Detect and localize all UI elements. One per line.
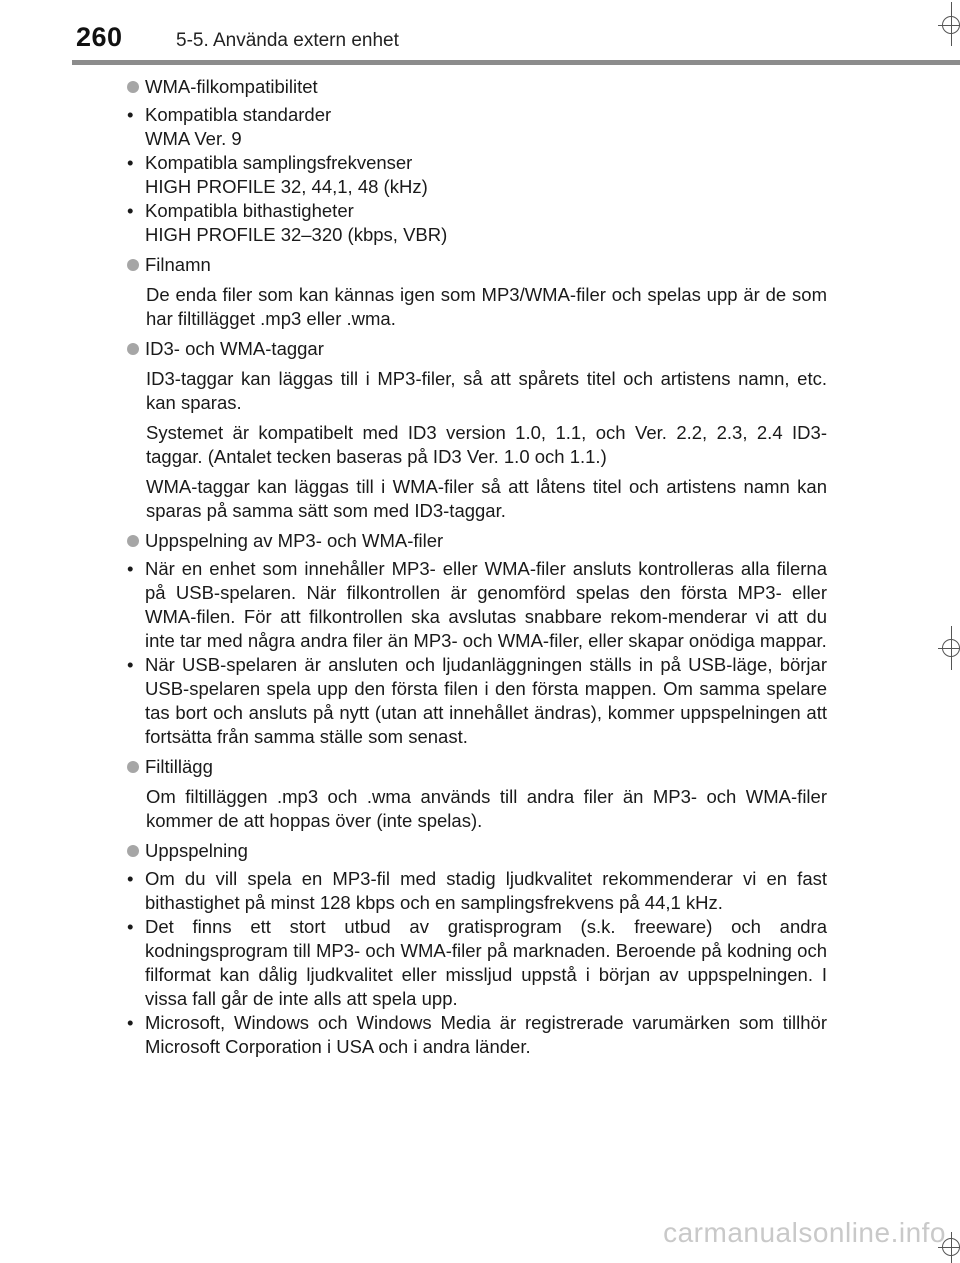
item-text: Det finns ett stort utbud av gratisprogram (s.k. freeware) och andra kodningsprogram till MP3- och WMA-filer på marknaden. Beroende på kodning och filformat kan dålig ljudkvalitet eller missljud uppstå i början av uppspelningen. I vissa fall går de inte alls att spela upp. <box>145 916 827 1009</box>
watermark: carmanualsonline.info <box>663 1217 946 1248</box>
uppspelning-mp3-list <box>127 557 827 749</box>
section-uppspelning-mp3-wma <box>127 529 827 749</box>
list-item <box>127 1011 827 1059</box>
paragraph: Om filtilläggen .mp3 och .wma används till andra filer än MP3- och WMA-filer kommer de att hoppas över (inte spelas). <box>146 786 827 831</box>
list-bullet: • <box>127 558 134 579</box>
wma-list <box>127 103 827 247</box>
section-bullet-icon <box>127 845 139 857</box>
section-filnamn <box>127 253 827 331</box>
section-bullet-icon <box>127 343 139 355</box>
list-item <box>127 653 827 749</box>
item-text: Om du vill spela en MP3-fil med stadig ljudkvalitet rekommenderar vi en fast bithastighet på minst 128 kbps och en samplingsfrekvens på 44,1 kHz. <box>145 868 827 913</box>
header-rule <box>72 60 960 65</box>
section-filtillagg <box>127 755 827 833</box>
section-heading: WMA-filkompatibilitet <box>145 76 318 97</box>
uppspelning-list <box>127 867 827 1059</box>
paragraph: ID3-taggar kan läggas till i MP3-filer, så att spårets titel och artistens namn, etc. kan sparas. <box>146 368 827 413</box>
crop-mark-right <box>938 626 960 670</box>
list-item <box>127 915 827 1011</box>
section-bullet-icon <box>127 535 139 547</box>
section-wma <box>127 75 827 247</box>
list-bullet: • <box>127 654 134 675</box>
item-label: Kompatibla bithastigheter <box>145 200 354 221</box>
list-bullet: • <box>127 1012 134 1033</box>
section-bullet-icon <box>127 761 139 773</box>
section-heading: Uppspelning av MP3- och WMA-filer <box>145 530 444 551</box>
section-uppspelning <box>127 839 827 1059</box>
list-bullet: • <box>127 152 134 173</box>
paragraph: De enda filer som kan kännas igen som MP3/WMA-filer och spelas upp är de som har filtillägget .mp3 eller .wma. <box>146 284 827 329</box>
item-text: När USB-spelaren är ansluten och ljudanläggningen ställs in på USB-läge, börjar USB-spelaren spela upp den första filen i den första mappen. Om samma spelare tas bort och ansluts på nytt (utan att innehållet ändras), kommer uppspelningen att fortsätta från samma ställe som senast. <box>145 654 827 747</box>
item-value: HIGH PROFILE 32, 44,1, 48 (kHz) <box>145 176 428 197</box>
crop-mark-top-right <box>938 2 960 46</box>
page-content <box>127 75 827 1065</box>
page-header <box>0 0 960 64</box>
item-text: När en enhet som innehåller MP3- eller WMA-filer ansluts kontrolleras alla filerna på USB-spelaren. När filkontrollen är genomförd spelas den första MP3- eller WMA-filen. För att filkontrollen ska avslutas snabbare rekom-menderar vi att du inte tar med några andra filer än MP3- och WMA-filer, eller skapar onödiga mappar. <box>145 558 827 651</box>
list-item <box>127 103 827 151</box>
item-value: WMA Ver. 9 <box>145 128 242 149</box>
section-heading: Uppspelning <box>145 840 248 861</box>
section-heading: ID3- och WMA-taggar <box>145 338 324 359</box>
item-value: HIGH PROFILE 32–320 (kbps, VBR) <box>145 224 448 245</box>
list-bullet: • <box>127 200 134 221</box>
paragraph: WMA-taggar kan läggas till i WMA-filer så att låtens titel och artistens namn kan sparas på samma sätt som med ID3-taggar. <box>146 476 827 521</box>
item-text: Microsoft, Windows och Windows Media är registrerade varumärken som tillhör Microsoft Corporation i USA och i andra länder. <box>145 1012 827 1057</box>
section-title: 5-5. Använda extern enhet <box>176 30 399 51</box>
list-item <box>127 199 827 247</box>
page-number: 260 <box>76 22 123 52</box>
list-bullet: • <box>127 104 134 125</box>
item-label: Kompatibla standarder <box>145 104 332 125</box>
section-bullet-icon <box>127 81 139 93</box>
list-bullet: • <box>127 868 134 889</box>
section-bullet-icon <box>127 259 139 271</box>
list-bullet: • <box>127 916 134 937</box>
section-heading: Filnamn <box>145 254 211 275</box>
list-item <box>127 557 827 653</box>
section-id3 <box>127 337 827 523</box>
section-heading: Filtillägg <box>145 756 213 777</box>
list-item <box>127 867 827 915</box>
item-label: Kompatibla samplingsfrekvenser <box>145 152 413 173</box>
paragraph: Systemet är kompatibelt med ID3 version 1.0, 1.1, och Ver. 2.2, 2.3, 2.4 ID3-taggar. (Antalet tecken baseras på ID3 Ver. 1.0 och 1.1.) <box>146 422 827 467</box>
list-item <box>127 151 827 199</box>
